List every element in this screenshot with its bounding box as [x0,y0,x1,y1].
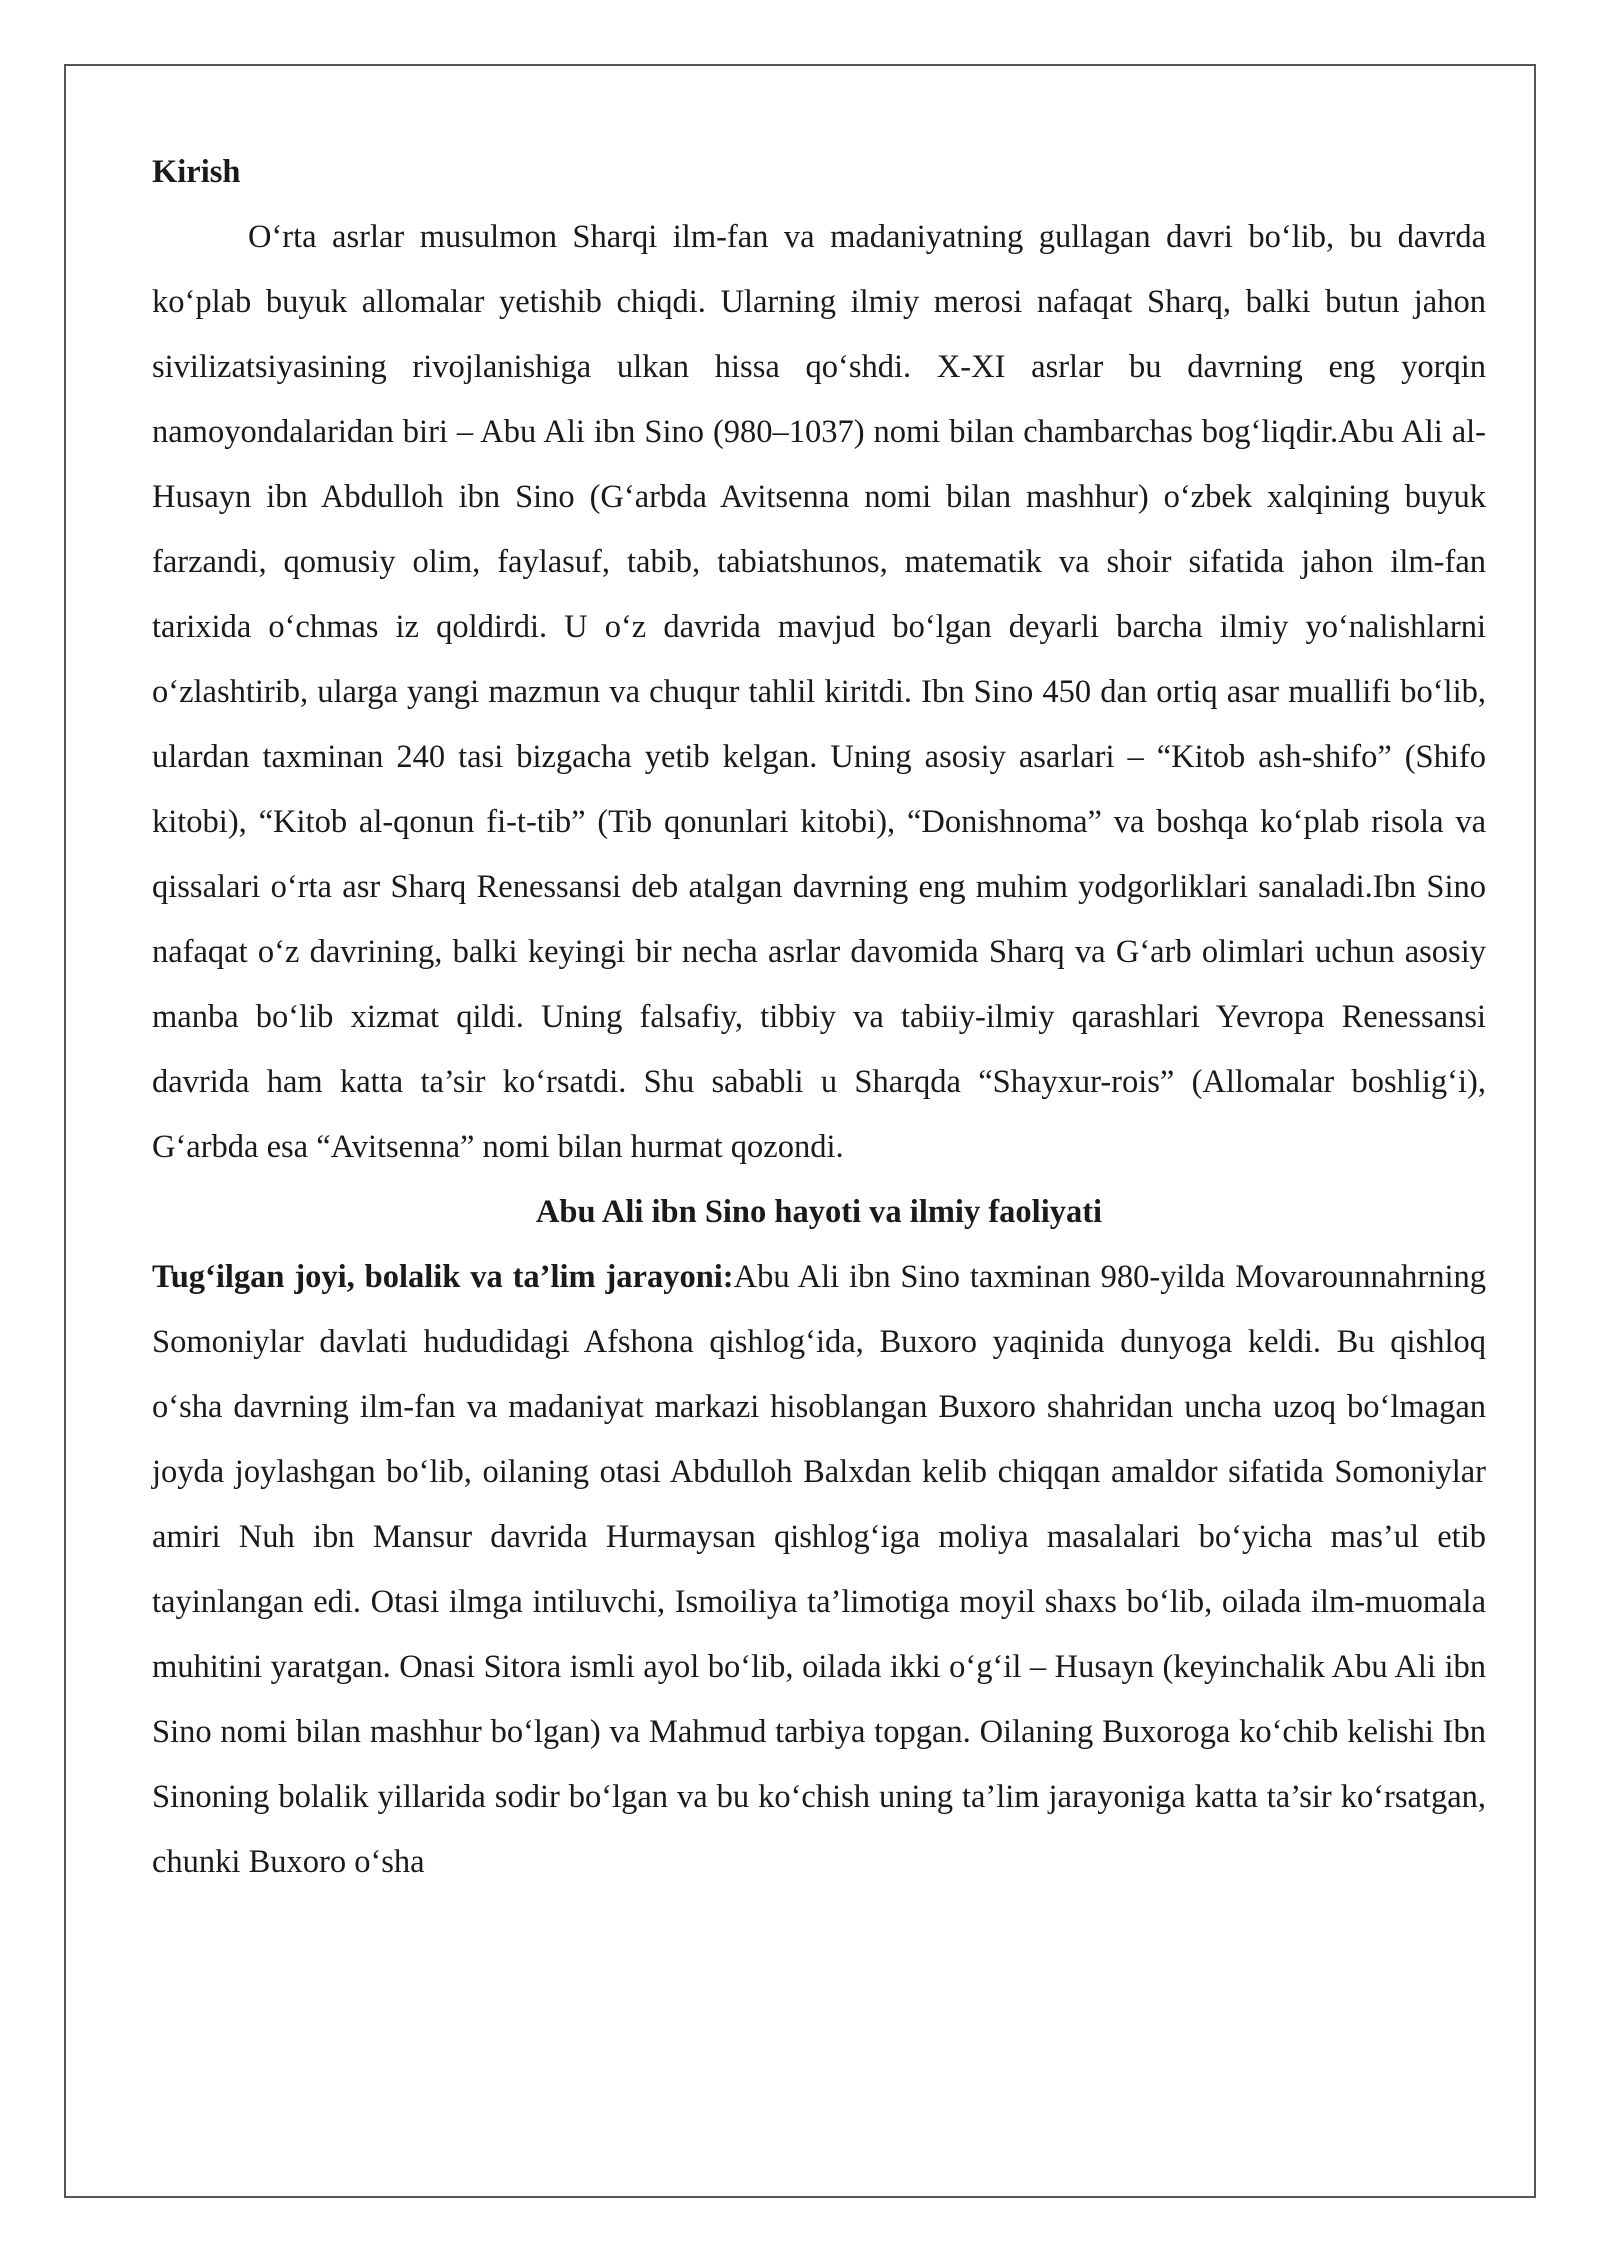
section-heading: Abu Ali ibn Sino hayoti va ilmiy faoliyati [535,1194,1103,1230]
subsection-paragraph [152,1245,1486,1895]
document-body [152,140,1486,1895]
subsection-lead: Tug‘ilgan joyi, bolalik va ta’lim jarayoni: [152,1259,734,1295]
subsection-text: Abu Ali ibn Sino taxminan 980-yilda Movarounnahrning Somoniylar davlati hududidagi Afshona qishlog‘ida, Buxoro yaqinida dunyoga keldi. Bu qishloq o‘sha davrning ilm-fan va madaniyat markazi hisoblangan Buxoro shahridan uncha uzoq bo‘lmagan joyda joylashgan bo‘lib, oilaning otasi Abdulloh Balxdan kelib chiqqan amaldor sifatida Somoniylar amiri Nuh ibn Mansur davrida Hurmaysan qishlog‘iga moliya masalalari bo‘yicha mas’ul etib tayinlangan edi. Otasi ilmga intiluvchi, Ismoiliya ta’limotiga moyil shaxs bo‘lib, oilada ilm-muomala muhitini yaratgan. Onasi Sitora ismli ayol bo‘lib, oilada ikki o‘g‘il – Husayn (keyinchalik Abu Ali ibn Sino nomi bilan mashhur bo‘lgan) va Mahmud tarbiya topgan. Oilaning Buxoroga ko‘chib kelishi Ibn Sinoning bolalik yillarida sodir bo‘lgan va bu ko‘chish uning ta’lim jarayoniga katta ta’sir ko‘rsatgan, chunki Buxoro o‘sha [152,1259,1486,1880]
intro-paragraph: O‘rta asrlar musulmon Sharqi ilm-fan va madaniyatning gullagan davri bo‘lib, bu davrda ko‘plab buyuk allomalar yetishib chiqdi. Ularning ilmiy merosi nafaqat Sharq, balki butun jahon sivilizatsiyasining rivojlanishiga ulkan hissa qo‘shdi. X-XI asrlar bu davrning eng yorqin namoyondalaridan biri – Abu Ali ibn Sino (980–1037) nomi bilan chambarchas bog‘liqdir.Abu Ali al-Husayn ibn Abdulloh ibn Sino (G‘arbda Avitsenna nomi bilan mashhur) o‘zbek xalqining buyuk farzandi, qomusiy olim, faylasuf, tabib, tabiatshunos, matematik va shoir sifatida jahon ilm-fan tarixida o‘chmas iz qoldirdi. U o‘z davrida mavjud bo‘lgan deyarli barcha ilmiy yo‘nalishlarni o‘zlashtirib, ularga yangi mazmun va chuqur tahlil kiritdi. Ibn Sino 450 dan ortiq asar muallifi bo‘lib, ulardan taxminan 240 tasi bizgacha yetib kelgan. Uning asosiy asarlari – “Kitob ash-shifo” (Shifo kitobi), “Kitob al-qonun fi-t-tib” (Tib qonunlari kitobi), “Donishnoma” va boshqa ko‘plab risola va qissalari o‘rta asr Sharq Renessansi deb atalgan davrning eng muhim yodgorliklari sanaladi.Ibn Sino nafaqat o‘z davrining, balki keyingi bir necha asrlar davomida Sharq va G‘arb olimlari uchun asosiy manba bo‘lib xizmat qildi. Uning falsafiy, tibbiy va tabiiy-ilmiy qarashlari Yevropa Renessansi davrida ham katta ta’sir ko‘rsatdi. Shu sababli u Sharqda “Shayxur-rois” (Allomalar boshlig‘i), G‘arbda esa “Avitsenna” nomi bilan hurmat qozondi. [152,219,1486,1165]
intro-heading: Kirish [152,154,241,190]
